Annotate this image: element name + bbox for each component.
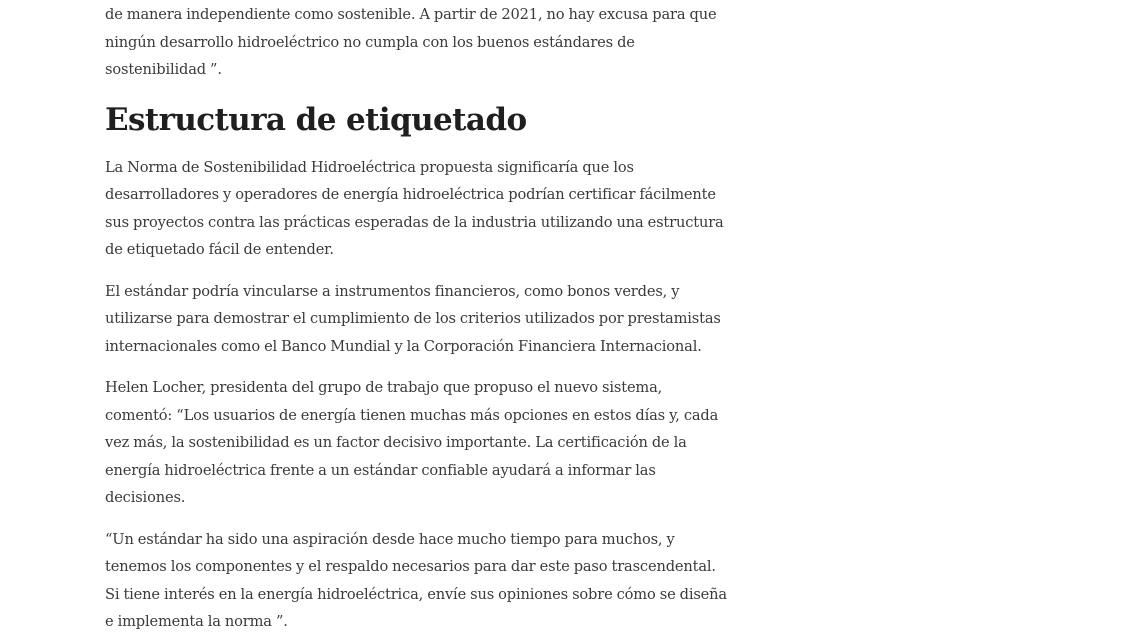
paragraph-helen-locher-quote: Helen Locher, presidenta del grupo de trabajo que propuso el nuevo sistema, comentó: “Los usuarios de energía tienen muchas más opciones en estos días y, cada vez más, la sostenibilidad es un factor decisivo importante. La certificación de la energía hidroeléctrica frente a un estándar confiable ayudará a informar las decisiones.	[105, 379, 719, 506]
section-heading: Estructura de etiquetado	[105, 101, 527, 138]
intro-paragraph: de manera independiente como sostenible. A partir de 2021, no hay excusa para que ningún desarrollo hidroeléctrico no cumpla con los buenos estándares de sostenibilidad ”.	[105, 6, 717, 78]
article-body	[105, 0, 730, 636]
paragraph-financial-instruments: El estándar podría vincularse a instrumentos financieros, como bonos verdes, y utilizarse para demostrar el cumplimiento de los criterios utilizados por prestamistas internacionales como el Banco Mundial y la Corporación Financiera Internacional.	[105, 282, 721, 355]
paragraph-labeling-standard: La Norma de Sostenibilidad Hidroeléctrica propuesta significaría que los desarrolladores y operadores de energía hidroeléctrica podrían certificar fácilmente sus proyectos contra las prácticas esperadas de la industria utilizando una estructura de etiquetado fácil de entender.	[105, 158, 724, 258]
paragraph-aspiration-quote: “Un estándar ha sido una aspiración desde hace mucho tiempo para muchos, y tenemos los componentes y el respaldo necesarios para dar este paso trascendental. Si tiene interés en la energía hidroeléctrica, envíe sus opiniones sobre cómo se diseña e implementa la norma ”.	[105, 530, 727, 630]
